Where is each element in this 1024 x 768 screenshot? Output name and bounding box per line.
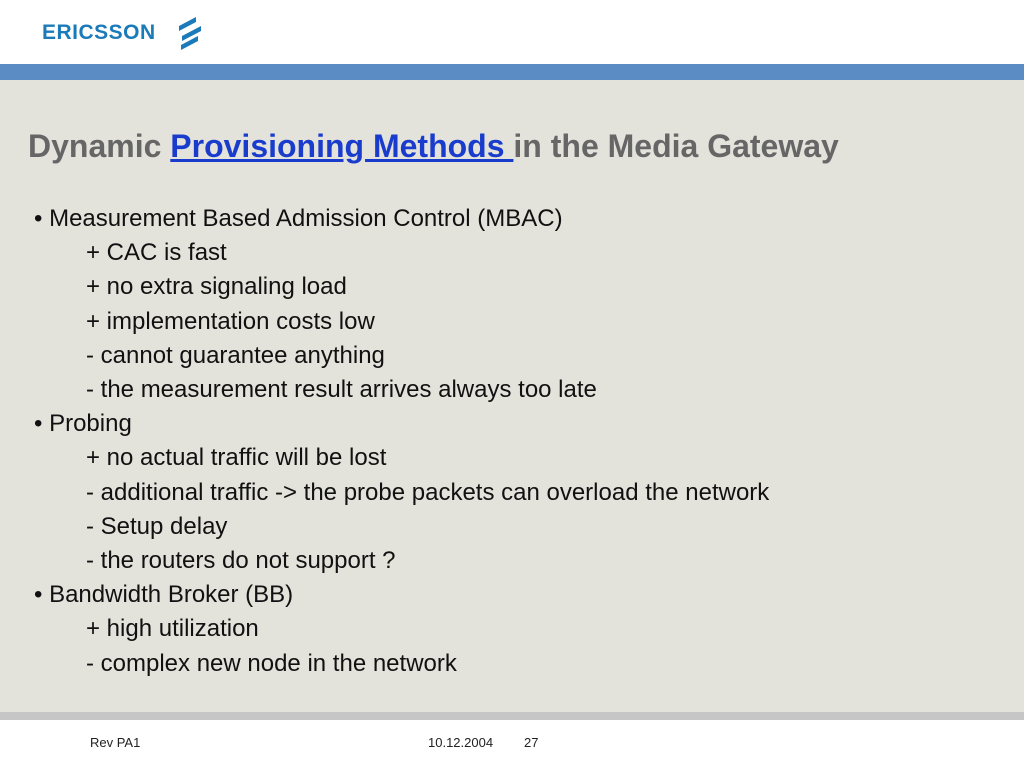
sub-bullet-item: + high utilization: [86, 615, 259, 643]
title-suffix: in the Media Gateway: [513, 128, 839, 164]
sub-bullet-item: - the routers do not support ?: [86, 547, 396, 575]
sub-bullet-item: - complex new node in the network: [86, 649, 457, 677]
slide-title: [28, 128, 839, 165]
sub-bullet-item: + CAC is fast: [86, 239, 227, 267]
slide-header: [0, 0, 1024, 64]
date-label: 10.12.2004: [428, 735, 494, 750]
sub-bullet-item: - Setup delay: [86, 512, 228, 540]
sub-bullet-item: + no actual traffic will be lost: [86, 444, 387, 472]
title-prefix: Dynamic: [28, 128, 171, 164]
sub-bullet-item: - additional traffic -> the probe packets can overload the network: [86, 478, 770, 506]
sub-bullet-item: - cannot guarantee anything: [86, 341, 385, 369]
header-band: [0, 64, 1024, 80]
sub-bullet-item: + implementation costs low: [86, 307, 375, 335]
bullet-item: • Measurement Based Admission Control (MBAC): [34, 205, 563, 232]
revision-label: Rev PA1: [90, 735, 141, 750]
provisioning-methods-link[interactable]: Provisioning Methods: [170, 128, 514, 164]
slide-footer: [0, 720, 1024, 768]
sub-bullet-item: + no extra signaling load: [86, 273, 347, 301]
page-number: 27: [524, 735, 539, 750]
ericsson-logo-text: ERICSSON: [42, 21, 156, 44]
bullet-item: • Probing: [34, 410, 132, 438]
sub-bullet-item: - the measurement result arrives always too late: [86, 376, 597, 404]
ericsson-stripes-icon: [176, 15, 206, 51]
bullet-item: • Bandwidth Broker (BB): [34, 581, 294, 609]
bullet-list: [34, 202, 769, 681]
footer-band: [0, 712, 1024, 720]
